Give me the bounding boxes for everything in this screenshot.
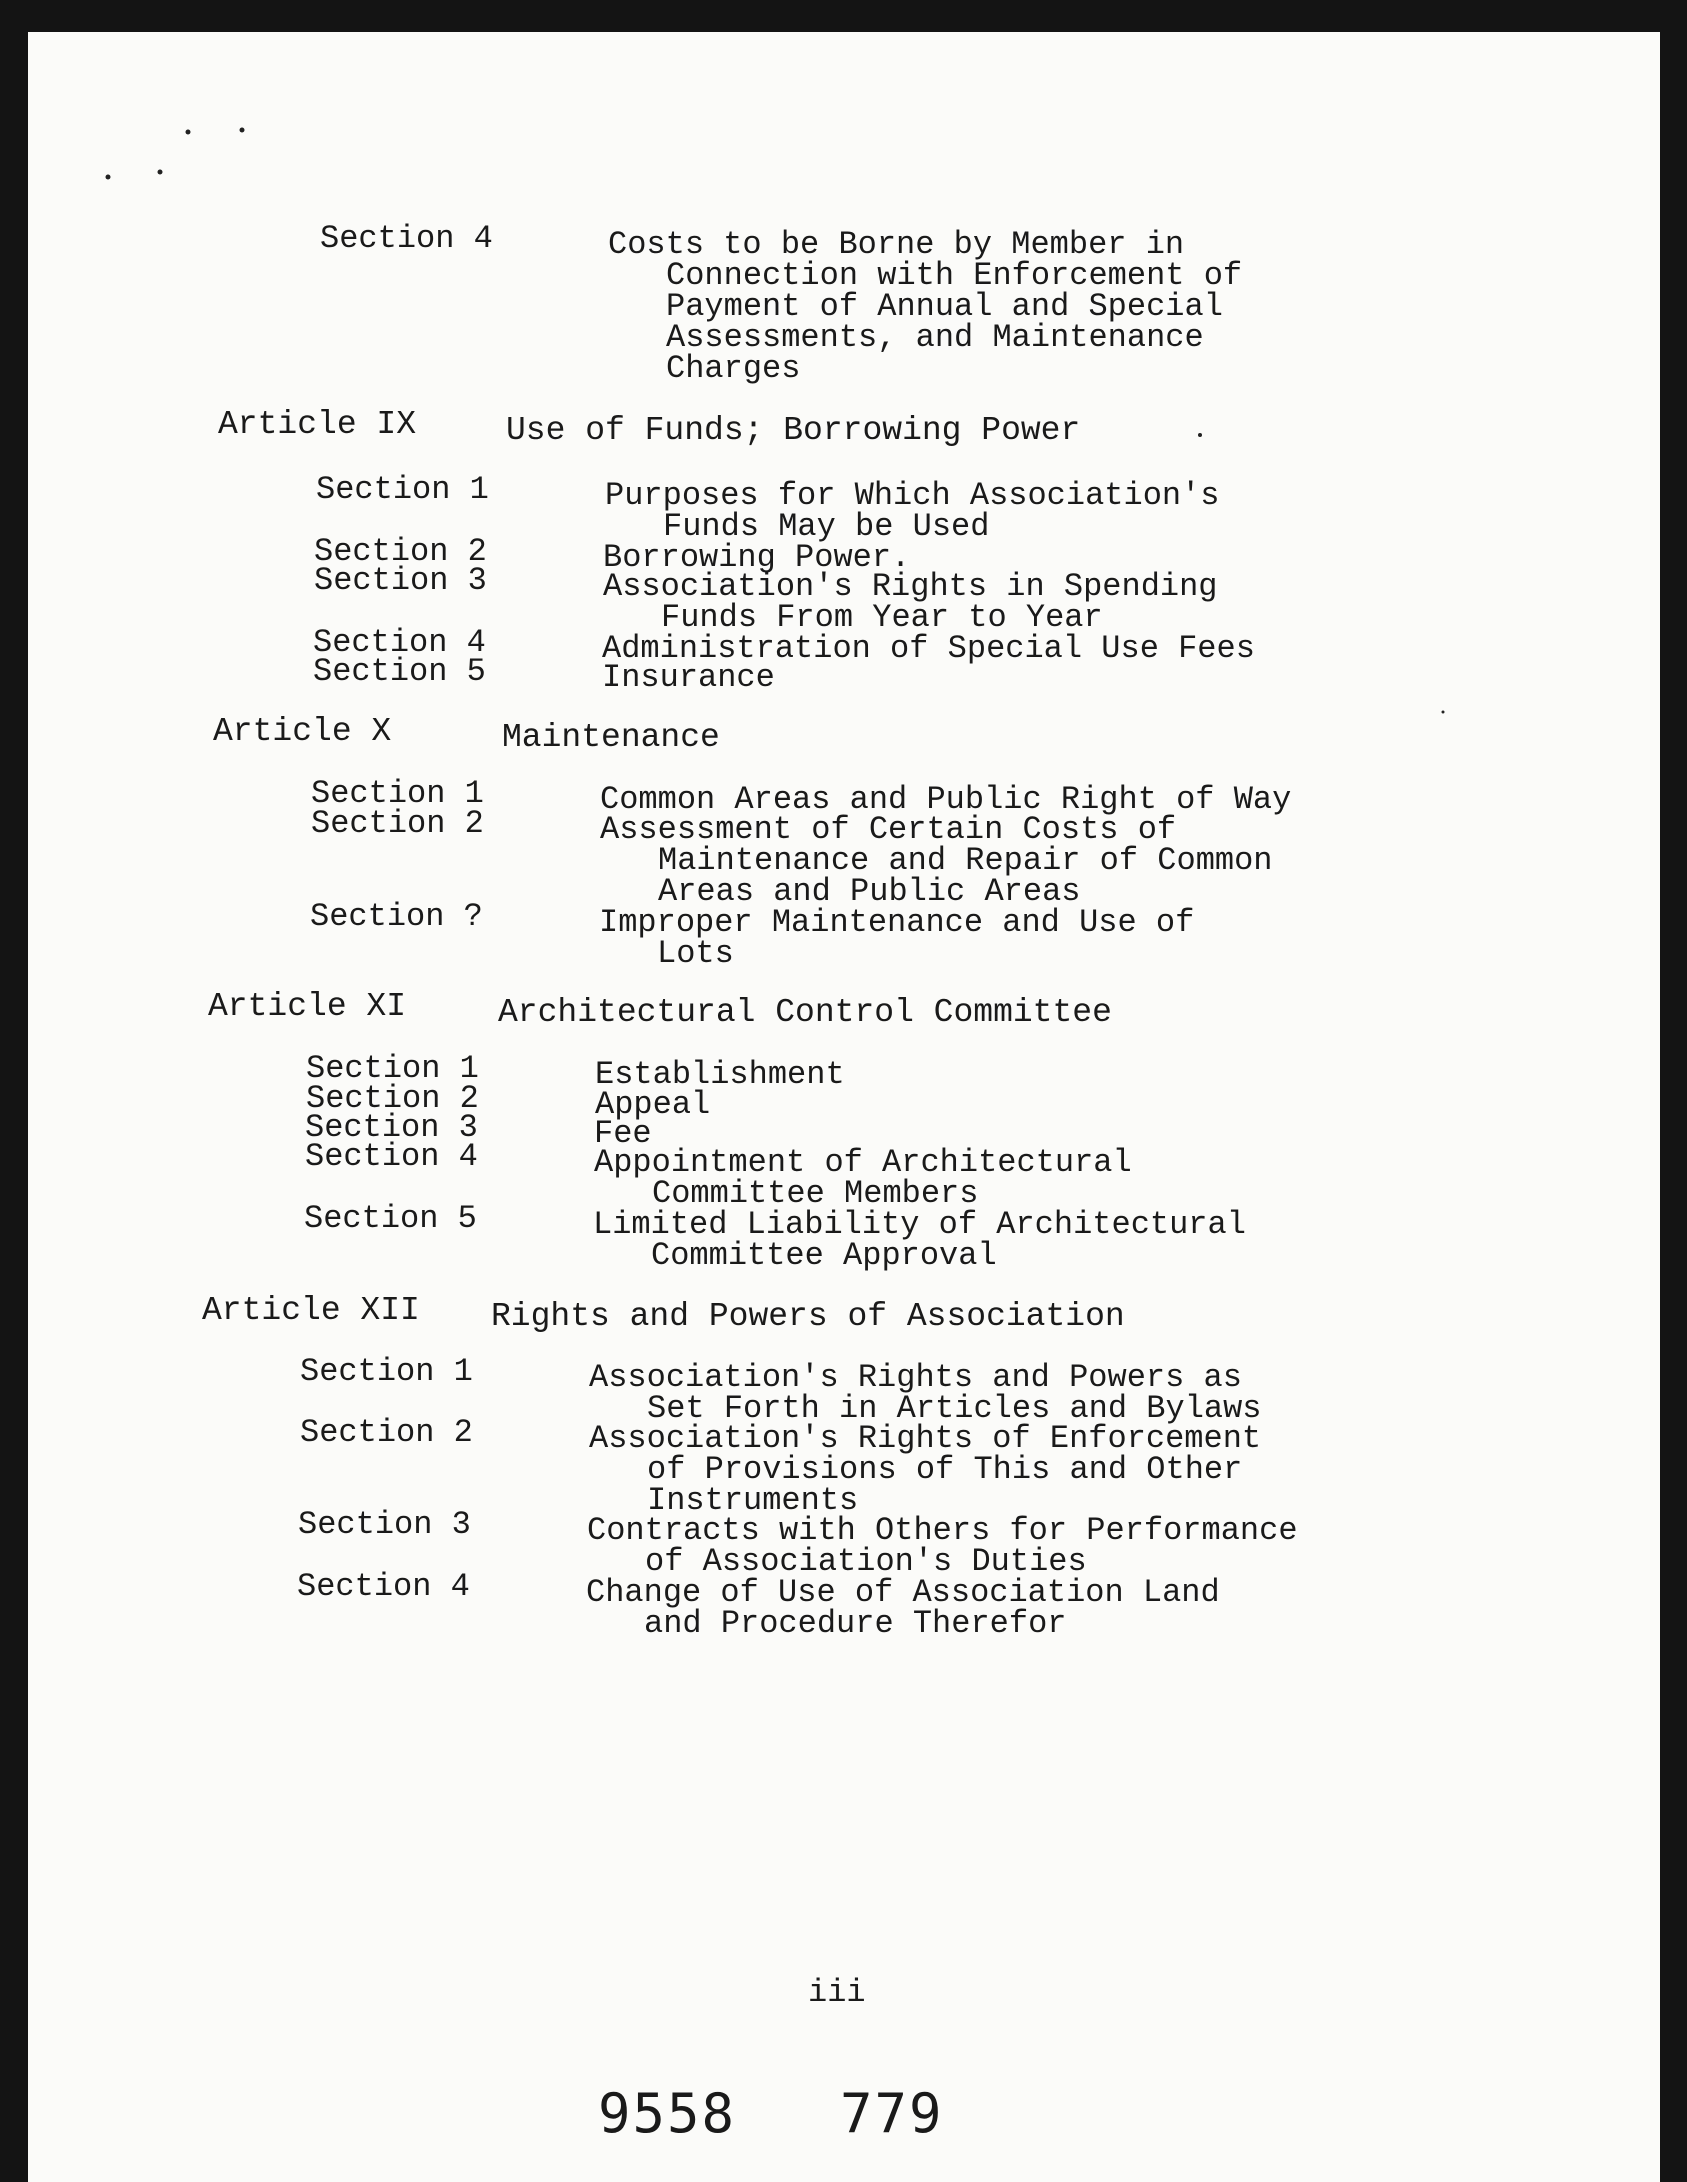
- title-line: Charges: [666, 350, 801, 387]
- article-title: [491, 1298, 1125, 1335]
- title-line: Instruments: [647, 1482, 859, 1519]
- section-label: Section 4: [297, 1568, 470, 1605]
- section-title: [599, 904, 1195, 972]
- table-of-contents: [28, 32, 1660, 2182]
- title-line: Change of Use of Association Land: [586, 1574, 1220, 1611]
- article-title: [498, 994, 1112, 1031]
- title-line: Rights and Powers of Association: [491, 1298, 1125, 1335]
- section-label: Section 2: [311, 805, 484, 842]
- title-line: Appointment of Architectural: [594, 1144, 1132, 1181]
- title-line: Contracts with Others for Performance: [587, 1512, 1298, 1549]
- section-title: [587, 1512, 1298, 1580]
- title-line: Establishment: [595, 1056, 845, 1093]
- title-line: Assessment of Certain Costs of: [600, 811, 1177, 848]
- section-label: Section 5: [304, 1200, 477, 1237]
- section-label: Section 3: [298, 1506, 471, 1543]
- section-label: Section 2: [300, 1414, 473, 1451]
- document-page: [28, 32, 1660, 2182]
- title-line: Fee: [594, 1115, 652, 1152]
- title-line: of Association's Duties: [645, 1543, 1087, 1580]
- section-title: [605, 477, 1220, 545]
- section-title: [608, 226, 1243, 387]
- title-line: Appeal: [595, 1086, 711, 1123]
- title-line: Improper Maintenance and Use of: [599, 904, 1195, 941]
- section-label: Section 1: [316, 471, 489, 508]
- batch-number-right: 779: [840, 2082, 944, 2145]
- title-line: Committee Members: [652, 1175, 979, 1212]
- section-label: Section 4: [320, 220, 493, 257]
- title-line: Funds From Year to Year: [661, 599, 1103, 636]
- page-number: iii: [808, 1974, 866, 2011]
- article-label: Article XII: [202, 1292, 420, 1329]
- article-label: Article IX: [218, 406, 417, 443]
- title-line: Association's Rights of Enforcement: [589, 1420, 1262, 1457]
- section-label: Section ?: [310, 898, 483, 935]
- title-line: Costs to be Borne by Member in: [608, 226, 1185, 263]
- section-label: Section 3: [305, 1109, 478, 1146]
- section-label: Section 1: [306, 1050, 479, 1087]
- title-line: Areas and Public Areas: [658, 873, 1081, 910]
- title-line: Architectural Control Committee: [498, 994, 1112, 1031]
- section-label: Section 3: [314, 562, 487, 599]
- title-line: Limited Liability of Architectural: [593, 1206, 1246, 1243]
- section-title: [603, 568, 1218, 636]
- section-title: [594, 1144, 1132, 1212]
- section-label: Section 2: [314, 533, 487, 570]
- title-line: Payment of Annual and Special: [666, 288, 1223, 325]
- section-title: [593, 1206, 1246, 1274]
- section-title: [589, 1359, 1262, 1427]
- section-title: [586, 1574, 1220, 1642]
- section-label: Section 4: [305, 1138, 478, 1175]
- title-line: Maintenance: [502, 719, 720, 756]
- title-line: Set Forth in Articles and Bylaws: [647, 1390, 1262, 1427]
- article-title: [506, 412, 1081, 449]
- title-line: Use of Funds; Borrowing Power: [506, 412, 1081, 449]
- section-label: Section 1: [311, 775, 484, 812]
- section-label: Section 5: [313, 653, 486, 690]
- title-line: of Provisions of This and Other: [647, 1451, 1243, 1488]
- title-line: Borrowing Power.: [603, 539, 911, 576]
- title-line: Maintenance and Repair of Common: [658, 842, 1273, 879]
- title-line: Assessments, and Maintenance: [666, 319, 1204, 356]
- title-line: Association's Rights in Spending: [603, 568, 1218, 605]
- title-line: Common Areas and Public Right of Way: [600, 781, 1292, 818]
- section-label: Section 2: [306, 1080, 479, 1117]
- title-line: and Procedure Therefor: [644, 1605, 1067, 1642]
- section-title: [589, 1420, 1262, 1519]
- article-label: Article XI: [208, 988, 407, 1025]
- title-line: Insurance: [602, 659, 775, 696]
- title-line: Funds May be Used: [663, 508, 990, 545]
- section-label: Section 1: [300, 1353, 473, 1390]
- title-line: Purposes for Which Association's: [605, 477, 1220, 514]
- title-line: Connection with Enforcement of: [666, 257, 1243, 294]
- batch-number-left: 9558: [598, 2082, 737, 2145]
- article-title: [502, 719, 720, 756]
- section-title: [602, 659, 775, 696]
- title-line: Association's Rights and Powers as: [589, 1359, 1242, 1396]
- title-line: Administration of Special Use Fees: [602, 630, 1255, 667]
- article-label: Article X: [213, 713, 392, 750]
- section-title: [600, 811, 1273, 910]
- title-line: Committee Approval: [651, 1237, 997, 1274]
- title-line: Lots: [657, 935, 734, 972]
- section-label: Section 4: [313, 624, 486, 661]
